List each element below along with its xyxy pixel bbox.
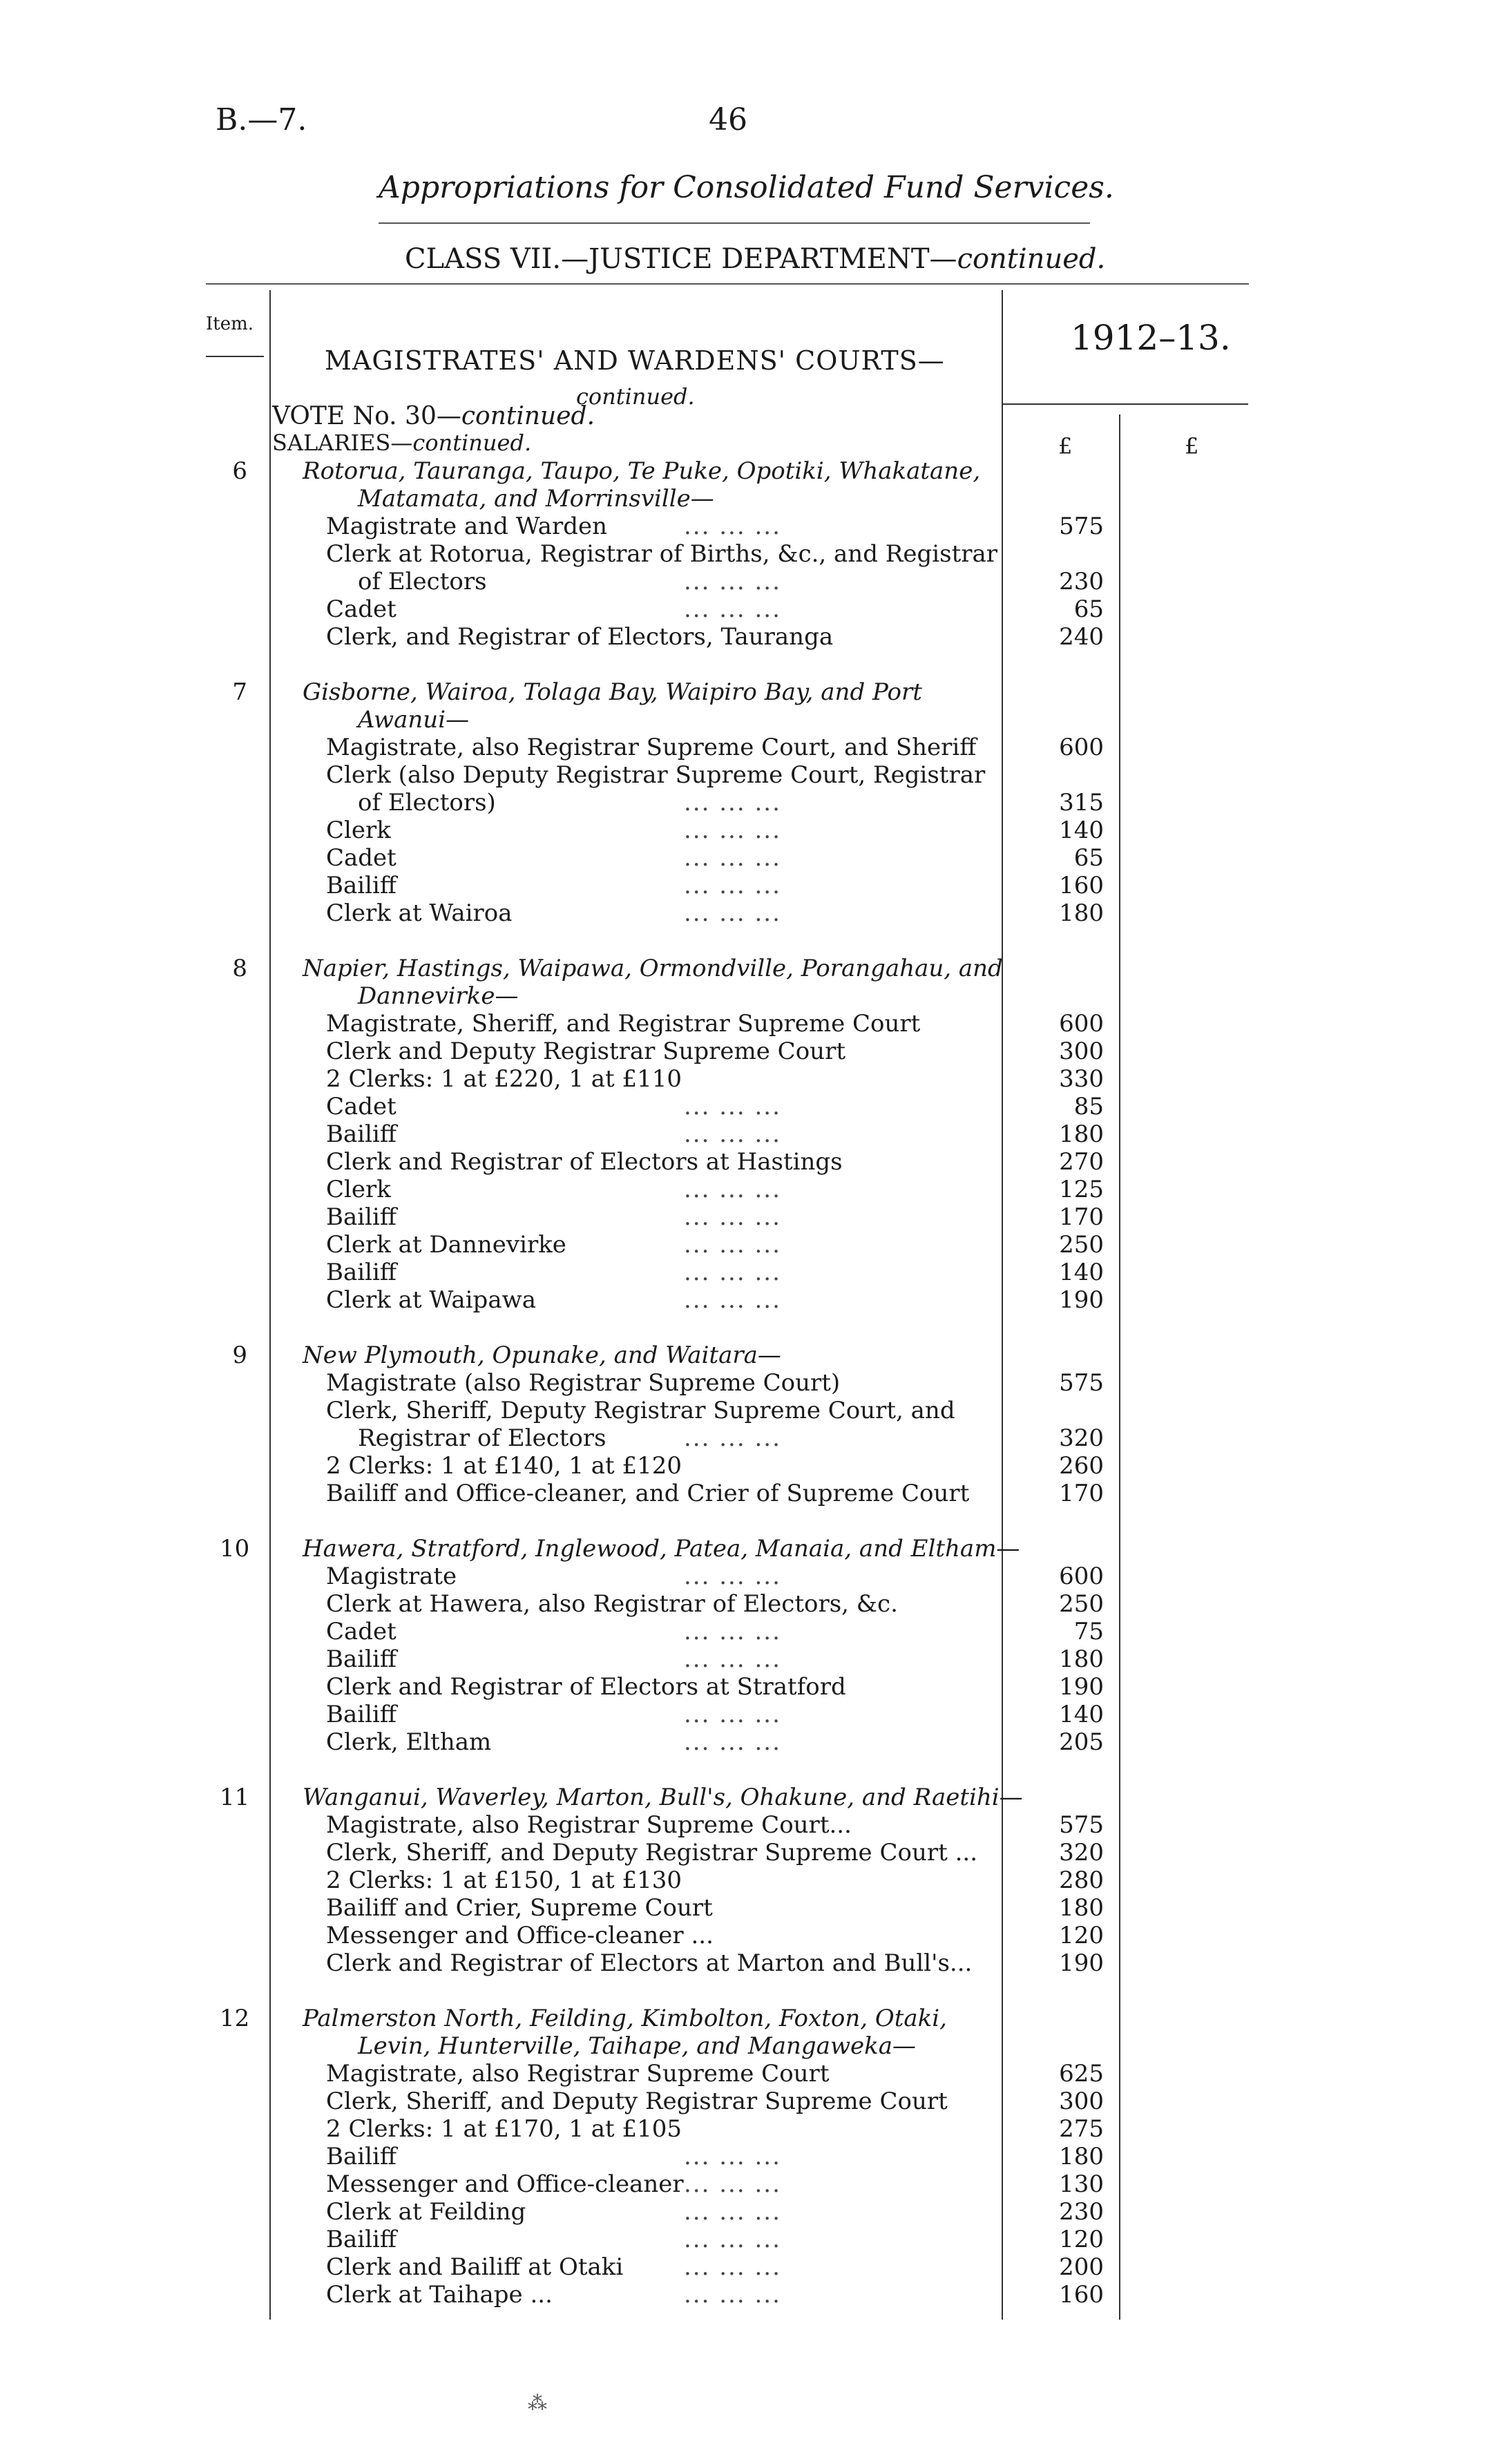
amount-value: 180 xyxy=(1059,1894,1104,1922)
subtitle-rule xyxy=(379,222,1090,224)
printer-mark: ⁂ xyxy=(528,2391,547,2414)
amount-value: 160 xyxy=(1059,2281,1104,2309)
leader-dots: ... ... ... xyxy=(684,2170,781,2198)
position-label: Clerk and Registrar of Electors at Hastings xyxy=(326,1148,843,1176)
leader-dots: ... ... ... xyxy=(684,872,781,899)
amount-value: 575 xyxy=(1059,1369,1104,1397)
amount-value: 230 xyxy=(1059,568,1104,595)
position-label: Bailiff xyxy=(326,1259,397,1286)
district-heading: Napier, Hastings, Waipawa, Ormondville, Porangahau, and xyxy=(303,955,1003,982)
position-label: Registrar of Electors xyxy=(358,1424,606,1452)
amount-value: 275 xyxy=(1059,2115,1104,2143)
position-label: 2 Clerks: 1 at £150, 1 at £130 xyxy=(326,1866,682,1894)
item-number: 8 xyxy=(232,955,247,982)
item-column-divider xyxy=(269,290,271,2320)
district-heading: Dannevirke— xyxy=(358,982,519,1010)
position-label: Magistrate, Sheriff, and Registrar Supreme Court xyxy=(326,1010,921,1038)
amount-value: 120 xyxy=(1059,1922,1104,1949)
amount-value: 180 xyxy=(1059,2143,1104,2170)
leader-dots: ... ... ... xyxy=(684,1563,781,1590)
leader-dots: ... ... ... xyxy=(684,568,781,595)
district-heading: New Plymouth, Opunake, and Waitara— xyxy=(303,1341,781,1369)
amount-value: 240 xyxy=(1059,623,1104,651)
class-heading-rule xyxy=(206,283,1249,285)
amount-value: 190 xyxy=(1059,1286,1104,1314)
leader-dots: ... ... ... xyxy=(684,899,781,927)
amount-value: 330 xyxy=(1059,1065,1104,1093)
amount-value: 180 xyxy=(1059,1120,1104,1148)
position-label: Clerk at Hawera, also Registrar of Electors, &c. xyxy=(326,1590,898,1618)
fiscal-year: 1912–13. xyxy=(1071,318,1231,358)
item-number: 9 xyxy=(232,1341,247,1369)
amount-value: 190 xyxy=(1059,1949,1104,1977)
position-label: Clerk at Rotorua, Registrar of Births, &c., and Registrar xyxy=(326,540,998,568)
leader-dots: ... ... ... xyxy=(684,1286,781,1314)
position-label: Clerk at Wairoa xyxy=(326,899,513,927)
district-heading: Awanui— xyxy=(358,706,470,734)
position-label: 2 Clerks: 1 at £140, 1 at £120 xyxy=(326,1452,682,1480)
position-label: Clerk and Deputy Registrar Supreme Court xyxy=(326,1038,845,1065)
pound-symbol-total: £ xyxy=(1185,433,1199,459)
position-label: Clerk and Registrar of Electors at Stratford xyxy=(326,1673,846,1701)
position-label: Clerk at Dannevirke xyxy=(326,1231,566,1259)
page-subtitle: Appropriations for Consolidated Fund Services. xyxy=(379,170,1114,205)
leader-dots: ... ... ... xyxy=(684,1728,781,1756)
amount-value: 180 xyxy=(1059,1645,1104,1673)
vote-heading xyxy=(272,402,595,430)
leader-dots: ... ... ... xyxy=(684,816,781,844)
position-label: Magistrate, also Registrar Supreme Court xyxy=(326,2060,830,2088)
vote-continued: continued. xyxy=(461,402,595,430)
amount-value: 170 xyxy=(1059,1480,1104,1507)
district-heading: Hawera, Stratford, Inglewood, Patea, Manaia, and Eltham— xyxy=(303,1535,1020,1563)
leader-dots: ... ... ... xyxy=(684,2226,781,2253)
amount-value: 600 xyxy=(1059,1563,1104,1590)
leader-dots: ... ... ... xyxy=(684,789,781,816)
position-label: Cadet xyxy=(326,1093,396,1120)
amount-value: 260 xyxy=(1059,1452,1104,1480)
position-label: Magistrate (also Registrar Supreme Court) xyxy=(326,1369,841,1397)
position-label: Bailiff xyxy=(326,1120,397,1148)
position-label: Clerk, Sheriff, and Deputy Registrar Supreme Court ... xyxy=(326,1839,978,1866)
amount-value: 140 xyxy=(1059,816,1104,844)
position-label: 2 Clerks: 1 at £220, 1 at £110 xyxy=(326,1065,682,1093)
position-label: Bailiff xyxy=(326,1645,397,1673)
position-label: Clerk xyxy=(326,1176,391,1203)
leader-dots: ... ... ... xyxy=(684,1259,781,1286)
item-number: 7 xyxy=(232,678,247,706)
amount-value: 75 xyxy=(1073,1618,1104,1645)
position-label: Bailiff and Crier, Supreme Court xyxy=(326,1894,713,1922)
position-label: Magistrate, also Registrar Supreme Court, and Sheriff xyxy=(326,734,977,761)
position-label: Bailiff xyxy=(326,2226,397,2253)
amount-value: 205 xyxy=(1059,1728,1104,1756)
district-heading: Rotorua, Tauranga, Taupo, Te Puke, Opotiki, Whakatane, xyxy=(303,457,981,485)
leader-dots: ... ... ... xyxy=(684,2143,781,2170)
item-number: 12 xyxy=(220,2005,250,2032)
vote-label: VOTE No. 30— xyxy=(272,402,461,430)
amount-value: 200 xyxy=(1059,2253,1104,2281)
section-title: MAGISTRATES' AND WARDENS' COURTS— xyxy=(325,345,945,376)
position-label: Clerk at Feilding xyxy=(326,2198,526,2226)
leader-dots: ... ... ... xyxy=(684,1120,781,1148)
amount-value: 600 xyxy=(1059,1010,1104,1038)
amount-value: 140 xyxy=(1059,1259,1104,1286)
leader-dots: ... ... ... xyxy=(684,1424,781,1452)
salaries-label: SALARIES— xyxy=(272,430,413,456)
amount-value: 230 xyxy=(1059,2198,1104,2226)
position-label: Bailiff xyxy=(326,1203,397,1231)
leader-dots: ... ... ... xyxy=(684,844,781,872)
class-heading-continued: continued. xyxy=(957,243,1106,275)
position-label: Messenger and Office-cleaner ... xyxy=(326,1922,714,1949)
amount-value: 190 xyxy=(1059,1673,1104,1701)
position-label: of Electors) xyxy=(358,789,496,816)
amount-value: 130 xyxy=(1059,2170,1104,2198)
item-number: 11 xyxy=(220,1784,250,1811)
amount-value: 250 xyxy=(1059,1590,1104,1618)
position-label: Clerk (also Deputy Registrar Supreme Court, Registrar xyxy=(326,761,986,789)
position-label: Clerk and Registrar of Electors at Marton and Bull's... xyxy=(326,1949,973,1977)
amount-value: 320 xyxy=(1059,1839,1104,1866)
amount-value: 300 xyxy=(1059,2088,1104,2115)
amount-value: 120 xyxy=(1059,2226,1104,2253)
amount-value: 180 xyxy=(1059,899,1104,927)
leader-dots: ... ... ... xyxy=(684,1618,781,1645)
salaries-continued: continued. xyxy=(412,430,532,456)
leader-dots: ... ... ... xyxy=(684,2253,781,2281)
amount-value: 250 xyxy=(1059,1231,1104,1259)
district-heading: Palmerston North, Feilding, Kimbolton, Foxton, Otaki, xyxy=(303,2005,947,2032)
position-label: Cadet xyxy=(326,844,396,872)
amount-value: 170 xyxy=(1059,1203,1104,1231)
position-label: Clerk, Sheriff, and Deputy Registrar Supreme Court xyxy=(326,2088,948,2115)
position-label: Cadet xyxy=(326,595,396,623)
report-code: B.—7. xyxy=(216,102,307,137)
amount-column-divider xyxy=(1002,290,1003,2320)
leader-dots: ... ... ... xyxy=(684,513,781,540)
district-heading: Levin, Hunterville, Taihape, and Mangaweka— xyxy=(358,2032,917,2060)
page-number: 46 xyxy=(709,102,747,137)
item-label-rule xyxy=(206,356,264,357)
item-number: 10 xyxy=(220,1535,250,1563)
amount-value: 270 xyxy=(1059,1148,1104,1176)
class-heading-main: CLASS VII.—JUSTICE DEPARTMENT— xyxy=(405,243,957,275)
leader-dots: ... ... ... xyxy=(684,595,781,623)
leader-dots: ... ... ... xyxy=(684,1203,781,1231)
leader-dots: ... ... ... xyxy=(684,1231,781,1259)
position-label: Clerk xyxy=(326,816,391,844)
fiscal-year-rule xyxy=(1003,403,1248,405)
position-label: Bailiff xyxy=(326,872,397,899)
position-label: Clerk at Taihape ... xyxy=(326,2281,553,2309)
position-label: Magistrate, also Registrar Supreme Court... xyxy=(326,1811,852,1839)
position-label: Clerk at Waipawa xyxy=(326,1286,536,1314)
amount-value: 125 xyxy=(1059,1176,1104,1203)
leader-dots: ... ... ... xyxy=(684,1176,781,1203)
leader-dots: ... ... ... xyxy=(684,2281,781,2309)
item-column-label: Item. xyxy=(206,314,254,334)
position-label: Clerk, and Registrar of Electors, Tauranga xyxy=(326,623,834,651)
amount-value: 575 xyxy=(1059,513,1104,540)
leader-dots: ... ... ... xyxy=(684,1093,781,1120)
amount-value: 625 xyxy=(1059,2060,1104,2088)
item-number: 6 xyxy=(232,457,247,485)
pound-symbol-amount: £ xyxy=(1058,433,1073,459)
subamount-column-divider xyxy=(1119,414,1120,2320)
leader-dots: ... ... ... xyxy=(684,2198,781,2226)
amount-value: 140 xyxy=(1059,1701,1104,1728)
amount-value: 65 xyxy=(1073,844,1104,872)
amount-value: 280 xyxy=(1059,1866,1104,1894)
class-heading xyxy=(405,243,1105,275)
position-label: Clerk, Eltham xyxy=(326,1728,492,1756)
amount-value: 600 xyxy=(1059,734,1104,761)
salaries-heading xyxy=(272,430,531,456)
position-label: Magistrate xyxy=(326,1563,457,1590)
district-heading: Matamata, and Morrinsville— xyxy=(358,485,714,513)
position-label: Cadet xyxy=(326,1618,396,1645)
leader-dots: ... ... ... xyxy=(684,1645,781,1673)
leader-dots: ... ... ... xyxy=(684,1701,781,1728)
amount-value: 315 xyxy=(1059,789,1104,816)
position-label: Bailiff xyxy=(326,1701,397,1728)
position-label: of Electors xyxy=(358,568,487,595)
amount-value: 575 xyxy=(1059,1811,1104,1839)
position-label: Bailiff xyxy=(326,2143,397,2170)
amount-value: 85 xyxy=(1073,1093,1104,1120)
position-label: Clerk and Bailiff at Otaki xyxy=(326,2253,624,2281)
district-heading: Gisborne, Wairoa, Tolaga Bay, Waipiro Bay, and Port xyxy=(303,678,922,706)
amount-value: 320 xyxy=(1059,1424,1104,1452)
section-title-continued: continued. xyxy=(576,383,695,410)
amount-value: 65 xyxy=(1073,595,1104,623)
position-label: Bailiff and Office-cleaner, and Crier of Supreme Court xyxy=(326,1480,970,1507)
district-heading: Wanganui, Waverley, Marton, Bull's, Ohakune, and Raetihi— xyxy=(303,1784,1023,1811)
position-label: Magistrate and Warden xyxy=(326,513,607,540)
amount-value: 300 xyxy=(1059,1038,1104,1065)
position-label: Messenger and Office-cleaner xyxy=(326,2170,684,2198)
amount-value: 160 xyxy=(1059,872,1104,899)
position-label: Clerk, Sheriff, Deputy Registrar Supreme Court, and xyxy=(326,1397,955,1424)
position-label: 2 Clerks: 1 at £170, 1 at £105 xyxy=(326,2115,682,2143)
